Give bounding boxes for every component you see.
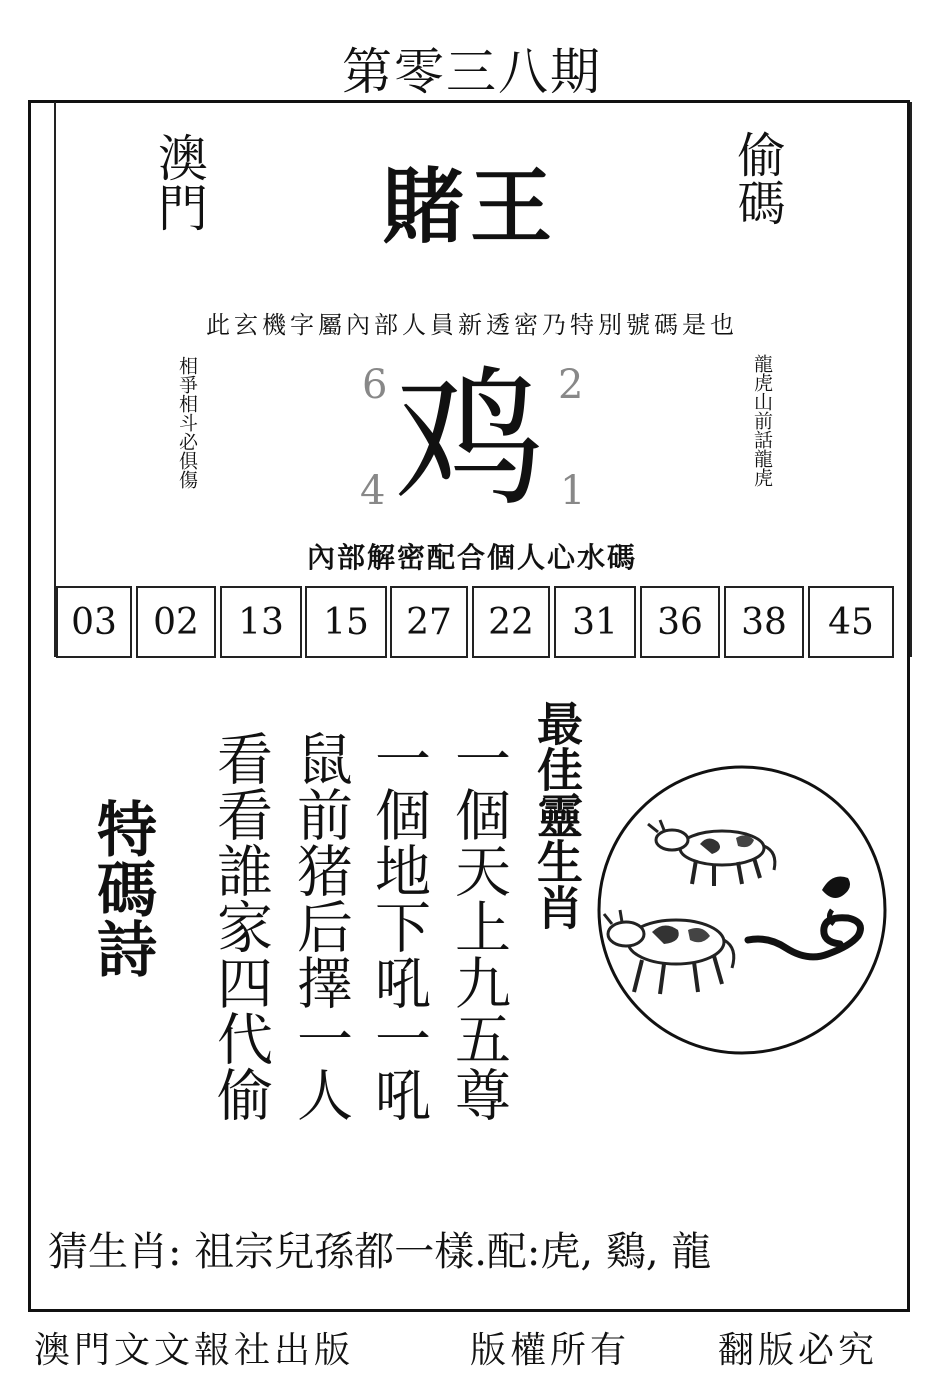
best-zodiac-label: 最佳靈生肖 [530,700,584,930]
poem-line: 看看誰家四代偷 [208,730,273,1122]
guess-label: 猜生肖: [48,1229,182,1275]
number-box: 38 [724,586,804,658]
corner-number-top-left: 6 [362,362,388,408]
number-box: 13 [220,586,302,658]
number-box: 36 [640,586,720,658]
corner-number-top-right: 2 [558,362,584,408]
corner-number-bottom-left: 4 [360,468,386,514]
statement-line: 此玄機字屬內部人員新透密乃特別號碼是也 [206,311,738,339]
macau-tag: 澳門 [150,132,208,232]
poem-line: 鼠前猪后擇一人 [288,730,353,1122]
zodiac-character: 鸡 [394,353,545,527]
section-heading: 內部解密配合個人心水碼 [306,541,637,574]
number-box: 22 [472,586,550,658]
guess-text: 祖宗兒孫都一樣.配:虎, 鷄, 龍 [194,1229,712,1275]
piracy-warning: 翻版必究 [718,1330,879,1371]
corner-number-bottom-right: 1 [560,468,586,514]
publisher-credit: 澳門文文報社出版 [34,1330,355,1371]
main-title: 賭王 [381,160,558,255]
guess-line [48,1220,711,1277]
right-verse: 龍虎山前話龍虎 [751,354,773,487]
secret-code-tag: 偷碼 [729,130,785,226]
issue-title: 第零三八期 [342,43,602,101]
poem-line: 一個地下吼一吼 [366,730,431,1122]
number-box: 03 [56,586,132,658]
number-box: 31 [554,586,636,658]
number-box: 27 [390,586,468,658]
left-verse: 相爭相斗必俱傷 [176,356,198,489]
number-box: 45 [808,586,894,658]
poem-heading: 特碼詩 [87,798,157,978]
number-box: 15 [305,586,387,658]
number-box: 02 [136,586,216,658]
rights-notice: 版權所有 [470,1330,631,1371]
poem-line: 一個天上九五尊 [446,730,511,1122]
animal-illustration [596,764,888,1056]
